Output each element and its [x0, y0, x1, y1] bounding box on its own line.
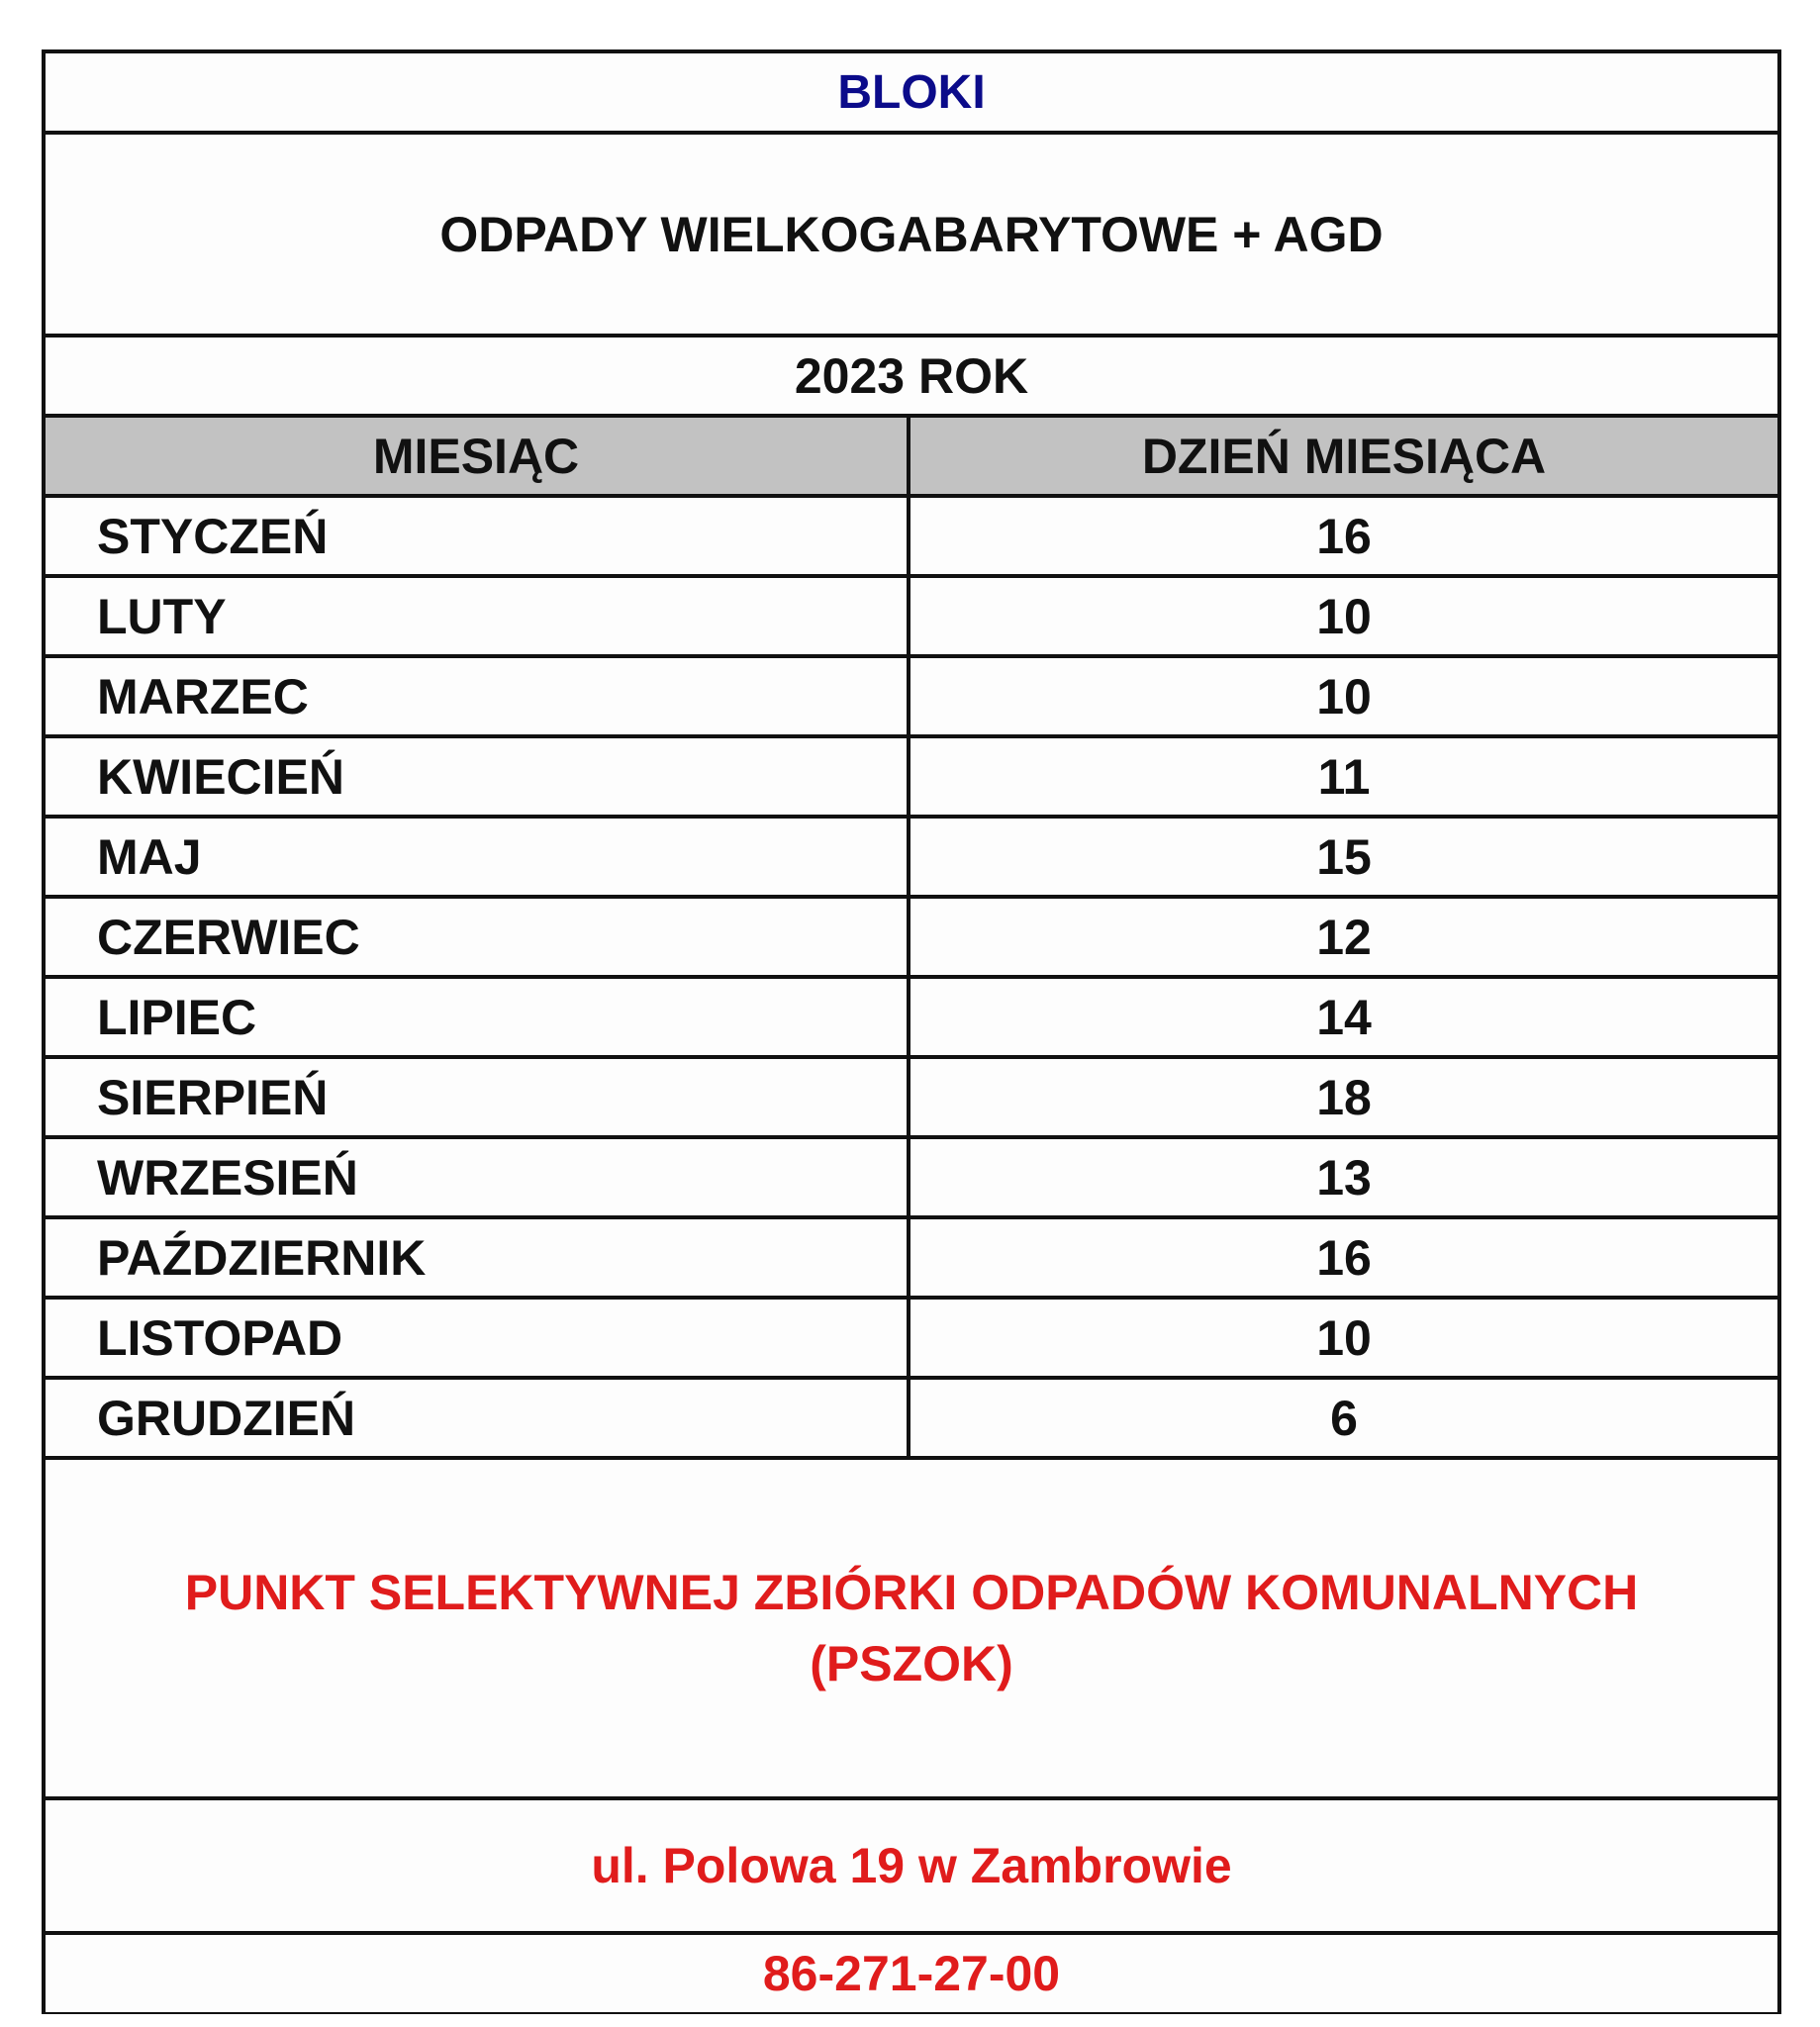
month-cell: LIPIEC — [46, 979, 910, 1055]
table-row — [46, 498, 1777, 578]
day-cell: 15 — [1316, 828, 1372, 885]
table-row — [46, 738, 1777, 819]
month-cell: STYCZEŃ — [46, 498, 910, 574]
table-row — [46, 1219, 1777, 1300]
month-cell: PAŹDZIERNIK — [46, 1219, 910, 1296]
column-header-day: DZIEŃ MIESIĄCA — [1141, 428, 1547, 484]
year-heading: 2023 ROK — [46, 338, 1777, 418]
month-cell: SIERPIEŃ — [46, 1059, 910, 1135]
day-cell: 16 — [1316, 508, 1372, 564]
day-cell: 18 — [1316, 1069, 1372, 1125]
month-cell: CZERWIEC — [46, 899, 910, 975]
table-row — [46, 1380, 1777, 1460]
table-row — [46, 1059, 1777, 1139]
column-header-month: MIESIĄC — [46, 418, 910, 494]
day-cell: 10 — [1316, 1309, 1372, 1366]
table-row — [46, 1139, 1777, 1219]
table-row — [46, 979, 1777, 1059]
pszok-address: ul. Polowa 19 w Zambrowie — [46, 1800, 1777, 1935]
pszok-notice — [46, 1460, 1777, 1800]
month-cell: KWIECIEŃ — [46, 738, 910, 815]
table-row — [46, 819, 1777, 899]
schedule-table — [42, 49, 1781, 2014]
day-cell: 14 — [1316, 989, 1372, 1045]
month-cell: LISTOPAD — [46, 1300, 910, 1376]
table-row — [46, 578, 1777, 658]
waste-type-heading: ODPADY WIELKOGABARYTOWE + AGD — [46, 135, 1777, 338]
month-cell: WRZESIEŃ — [46, 1139, 910, 1215]
day-cell: 6 — [1330, 1390, 1358, 1446]
day-cell: 11 — [1317, 748, 1371, 805]
month-cell: MARZEC — [46, 658, 910, 734]
day-cell: 12 — [1316, 909, 1372, 965]
table-row — [46, 658, 1777, 738]
table-row — [46, 899, 1777, 979]
day-cell: 10 — [1316, 668, 1372, 724]
pszok-abbreviation: (PSZOK) — [810, 1636, 1013, 1691]
month-cell: GRUDZIEŃ — [46, 1380, 910, 1456]
day-cell: 16 — [1316, 1229, 1372, 1286]
page-title: BLOKI — [46, 53, 1777, 135]
month-cell: MAJ — [46, 819, 910, 895]
day-cell: 10 — [1316, 588, 1372, 644]
table-row — [46, 1300, 1777, 1380]
table-header-row — [46, 418, 1777, 498]
day-cell: 13 — [1316, 1149, 1372, 1206]
pszok-title: PUNKT SELEKTYWNEJ ZBIÓRKI ODPADÓW KOMUNALNYCH — [184, 1565, 1639, 1620]
month-cell: LUTY — [46, 578, 910, 654]
pszok-phone: 86-271-27-00 — [762, 1946, 1061, 2001]
